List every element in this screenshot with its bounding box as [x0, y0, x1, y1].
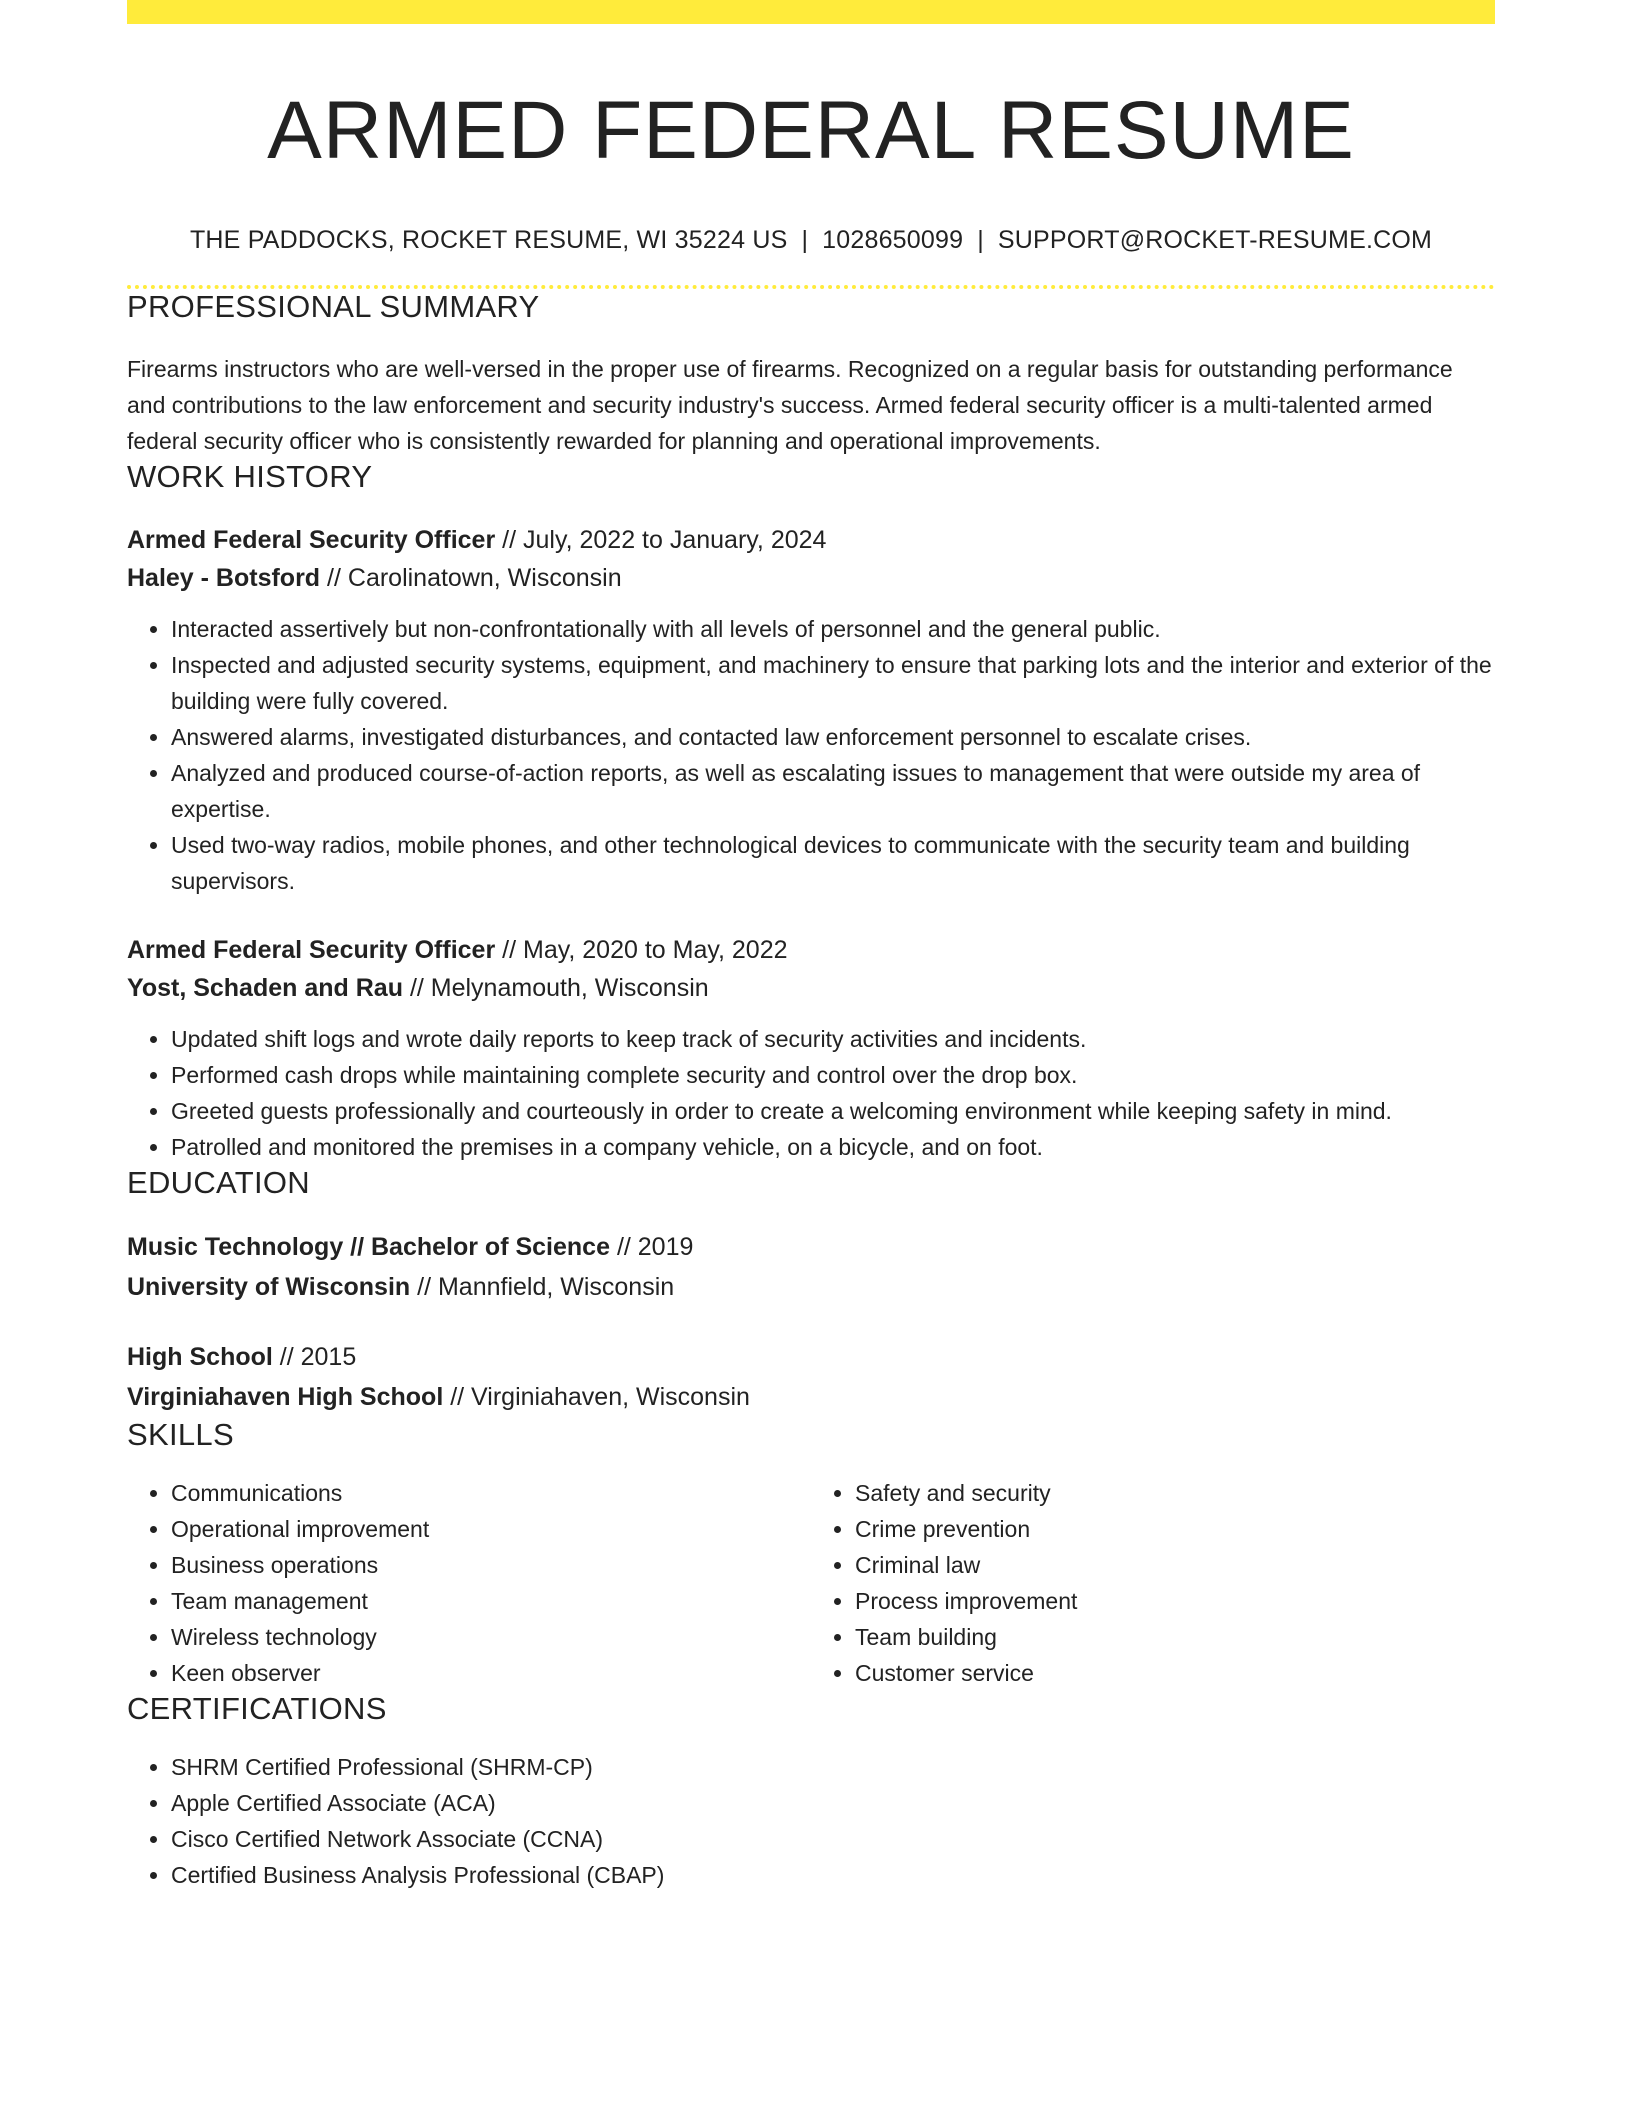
list-item: • Performed cash drops while maintaining complete security and control over the drop box. [171, 1057, 1495, 1093]
list-item: • Operational improvement [171, 1511, 811, 1547]
contact-separator: | [977, 226, 984, 255]
education-entry [127, 1337, 1495, 1417]
list-item: • Safety and security [855, 1475, 1495, 1511]
job-title-line [127, 521, 1495, 559]
list-item: • Interacted assertively but non-confrontationally with all levels of personnel and the general public. [171, 611, 1495, 647]
certifications-list [127, 1749, 1495, 1893]
job-title: Armed Federal Security Officer [127, 526, 496, 555]
job-bullets [127, 1021, 1495, 1165]
list-item: • SHRM Certified Professional (SHRM-CP) [171, 1749, 1495, 1785]
education-year: // 2019 [616, 1233, 694, 1262]
job-dates: // July, 2022 to January, 2024 [502, 526, 827, 555]
list-item: • Analyzed and produced course-of-action reports, as well as escalating issues to management that were outside my area of expertise. [171, 755, 1495, 827]
job-company-line [127, 559, 1495, 597]
list-item: • Used two-way radios, mobile phones, and other technological devices to communicate with the security team and building supervisors. [171, 827, 1495, 899]
resume-content [127, 0, 1495, 1893]
summary-heading: PROFESSIONAL SUMMARY [127, 289, 540, 325]
accent-bar [127, 0, 1495, 24]
list-item: • Apple Certified Associate (ACA) [171, 1785, 1495, 1821]
list-item: • Keen observer [171, 1655, 811, 1691]
skills-list-right [811, 1475, 1495, 1691]
list-item: • Answered alarms, investigated disturbances, and contacted law enforcement personnel to escalate crises. [171, 719, 1495, 755]
education-degree: Music Technology // Bachelor of Science [127, 1233, 610, 1262]
skills-list-left [127, 1475, 811, 1691]
education-entry [127, 1227, 1495, 1307]
list-item: • Patrolled and monitored the premises in a company vehicle, on a bicycle, and on foot. [171, 1129, 1495, 1165]
job-dates: // May, 2020 to May, 2022 [502, 936, 788, 965]
job-entry [127, 521, 1495, 899]
education-location: // Virginiahaven, Wisconsin [450, 1383, 750, 1412]
contact-phone: 1028650099 [822, 226, 964, 255]
job-company: Yost, Schaden and Rau [127, 974, 403, 1003]
list-item: • Communications [171, 1475, 811, 1511]
education-school-line [127, 1267, 1495, 1307]
education-heading: EDUCATION [127, 1165, 310, 1201]
list-item: • Certified Business Analysis Professional (CBAP) [171, 1857, 1495, 1893]
education-degree-line [127, 1227, 1495, 1267]
job-company: Haley - Botsford [127, 564, 321, 593]
contact-line [127, 226, 1495, 255]
list-item: • Crime prevention [855, 1511, 1495, 1547]
resume-title: ARMED FEDERAL RESUME [267, 85, 1355, 176]
job-location: // Melynamouth, Wisconsin [409, 974, 709, 1003]
list-item: • Business operations [171, 1547, 811, 1583]
contact-email: SUPPORT@ROCKET-RESUME.COM [997, 226, 1433, 255]
education-degree-line [127, 1337, 1495, 1377]
list-item: • Cisco Certified Network Associate (CCNA) [171, 1821, 1495, 1857]
certifications-heading: CERTIFICATIONS [127, 1691, 387, 1727]
education-degree: High School [127, 1343, 273, 1372]
job-bullets [127, 611, 1495, 899]
list-item: • Customer service [855, 1655, 1495, 1691]
education-school: University of Wisconsin [127, 1273, 411, 1302]
skills-heading: SKILLS [127, 1417, 234, 1453]
education-location: // Mannfield, Wisconsin [417, 1273, 675, 1302]
job-company-line [127, 969, 1495, 1007]
list-item: • Team building [855, 1619, 1495, 1655]
job-entry [127, 931, 1495, 1165]
list-item: • Process improvement [855, 1583, 1495, 1619]
summary-text: Firearms instructors who are well-versed in the proper use of firearms. Recognized on a regular basis for outstanding performance and contributions to the law enforcement and security industry's success. Armed federal security officer is a multi-talented armed federal security officer who is consistently rewarded for planning and operational improvements. [127, 356, 1453, 455]
list-item: • Team management [171, 1583, 811, 1619]
contact-separator: | [801, 226, 809, 255]
contact-address: THE PADDOCKS, ROCKET RESUME, WI 35224 US [189, 226, 788, 255]
list-item: • Criminal law [855, 1547, 1495, 1583]
list-item: • Updated shift logs and wrote daily reports to keep track of security activities and incidents. [171, 1021, 1495, 1057]
list-item: • Inspected and adjusted security systems, equipment, and machinery to ensure that parking lots and the interior and exterior of the building were fully covered. [171, 647, 1495, 719]
education-school-line [127, 1377, 1495, 1417]
job-title-line [127, 931, 1495, 969]
work-history-heading: WORK HISTORY [127, 459, 373, 495]
list-item: • Wireless technology [171, 1619, 811, 1655]
list-item: • Greeted guests professionally and courteously in order to create a welcoming environment while keeping safety in mind. [171, 1093, 1495, 1129]
job-location: // Carolinatown, Wisconsin [327, 564, 622, 593]
job-title: Armed Federal Security Officer [127, 936, 496, 965]
skills-columns [127, 1475, 1495, 1691]
education-school: Virginiahaven High School [127, 1383, 444, 1412]
education-year: // 2015 [279, 1343, 357, 1372]
